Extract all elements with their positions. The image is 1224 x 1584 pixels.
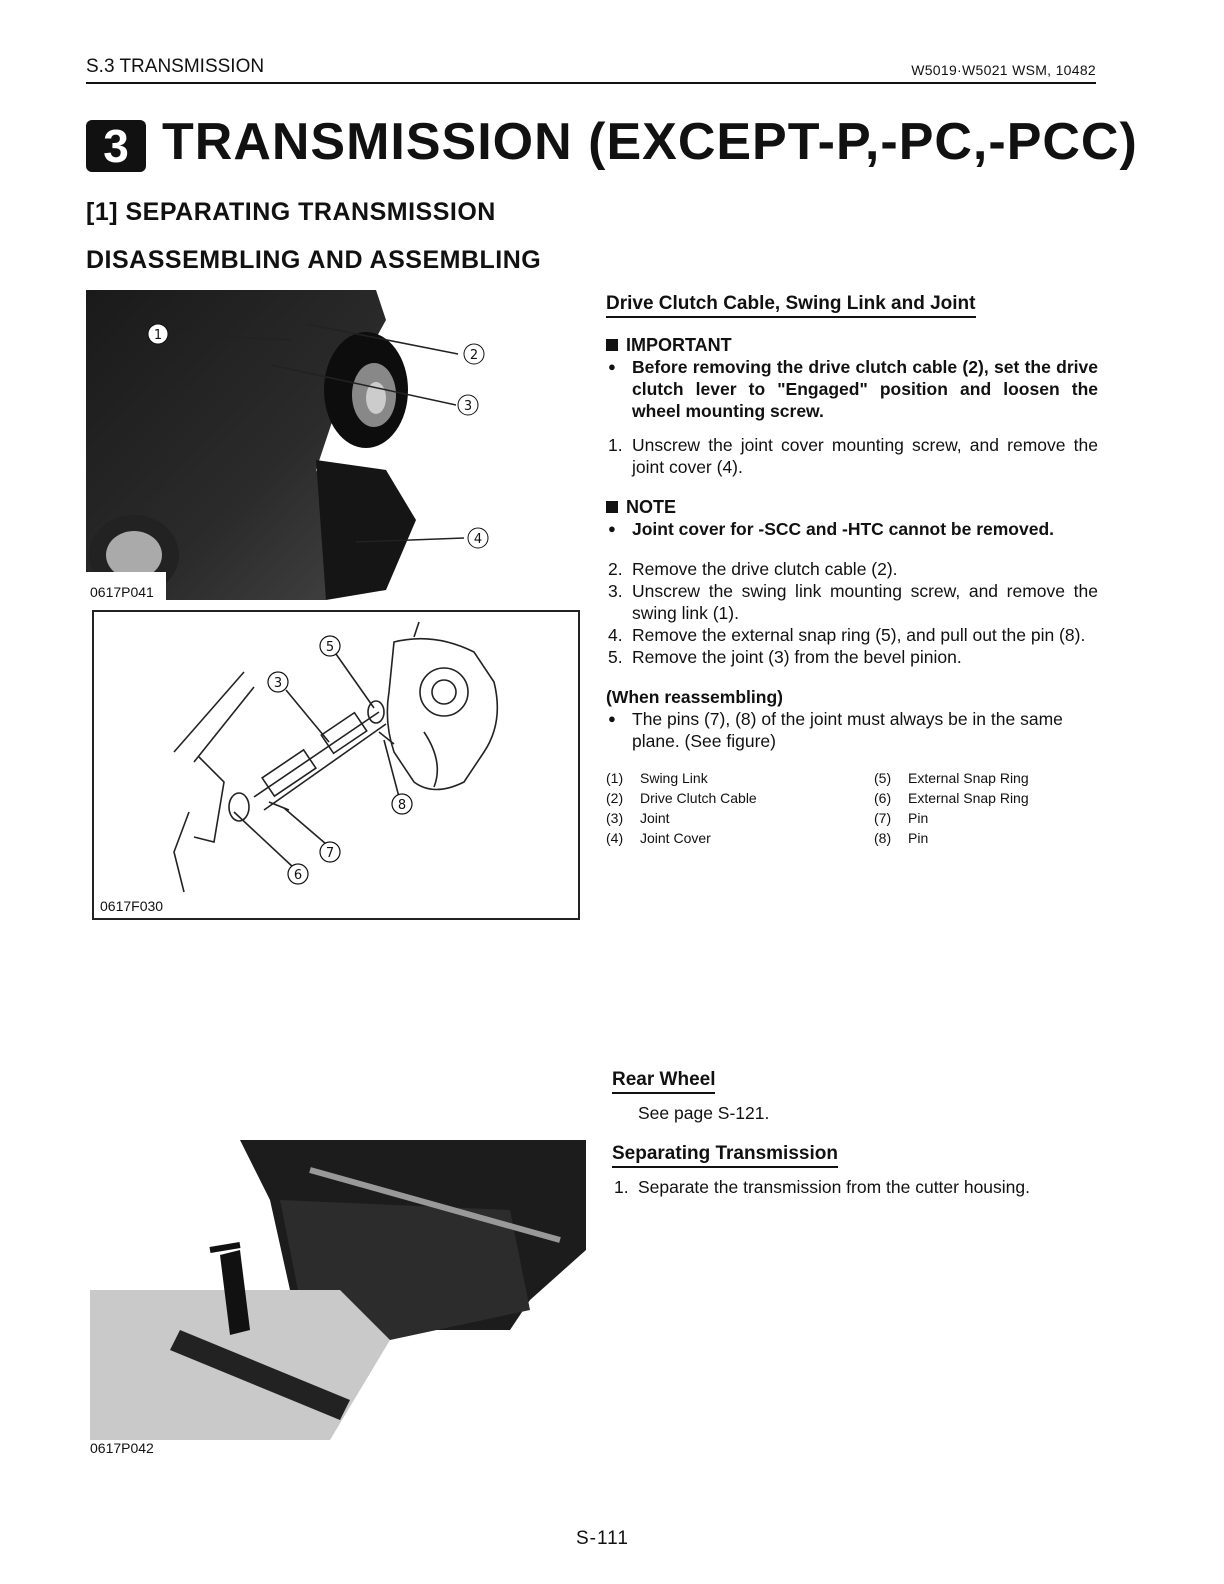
legend-row: (3) Joint (7) Pin xyxy=(606,810,929,826)
drive-clutch-section xyxy=(606,292,1098,848)
drawing-code: 0617F030 xyxy=(100,898,164,914)
header-model: W5019·W5021 WSM, 10482 xyxy=(911,62,1096,78)
steps-list xyxy=(606,558,1098,668)
important-square-icon xyxy=(606,339,618,351)
page-number: S-111 xyxy=(576,1528,629,1549)
svg-text:7: 7 xyxy=(325,846,335,861)
step-4: 4. Remove the external snap ring (5), and pull out the pin (8). xyxy=(608,625,1086,645)
svg-text:4: 4 xyxy=(473,532,483,547)
parts-legend xyxy=(606,768,1096,848)
step-2: 2. Remove the drive clutch cable (2). xyxy=(608,559,898,579)
svg-text:2: 2 xyxy=(469,348,479,363)
header-section: S.3 TRANSMISSION xyxy=(86,56,265,77)
svg-text:3: 3 xyxy=(273,676,283,691)
drive-clutch-title: Drive Clutch Cable, Swing Link and Joint xyxy=(606,293,976,318)
joint-assembly-line-art xyxy=(94,612,578,918)
reassembly-label: (When reassembling) xyxy=(606,687,783,707)
step-1: 1. Unscrew the joint cover mounting screw, and remove the joint cover (4). xyxy=(608,435,1098,477)
photo-separating-image xyxy=(90,1140,586,1440)
photo-separating-transmission xyxy=(90,1140,586,1470)
note-text: ● Joint cover for -SCC and -HTC cannot be removed. xyxy=(606,518,1098,540)
svg-text:8: 8 xyxy=(397,798,407,813)
note-label: NOTE xyxy=(606,496,1098,518)
photo-drive-clutch-image xyxy=(86,290,496,600)
subsection-title: DISASSEMBLING AND ASSEMBLING xyxy=(86,246,542,274)
chapter-number-badge: 3 xyxy=(86,120,146,172)
svg-text:3: 3 xyxy=(463,399,473,414)
rear-wheel-title: Rear Wheel xyxy=(612,1069,715,1094)
photo2-code: 0617P042 xyxy=(90,1440,154,1456)
section-title: [1] SEPARATING TRANSMISSION xyxy=(86,198,496,226)
legend-row: (1) Swing Link (5) External Snap Ring xyxy=(606,770,1029,786)
reassembly-text: ● The pins (7), (8) of the joint must always be in the same plane. (See figure) xyxy=(606,708,1098,752)
header-rule xyxy=(86,82,1096,84)
note-square-icon xyxy=(606,501,618,513)
rear-wheel-text: See page S-121. xyxy=(638,1103,770,1123)
step-3: 3. Unscrew the swing link mounting screw, and remove the swing link (1). xyxy=(608,581,1098,623)
rear-wheel-section xyxy=(612,1068,1104,1124)
chapter-title: TRANSMISSION (EXCEPT-P,-PC,-PCC) xyxy=(162,113,1138,171)
legend-row: (2) Drive Clutch Cable (6) External Snap Ring xyxy=(606,790,1029,806)
svg-text:1: 1 xyxy=(153,328,163,343)
step-5: 5. Remove the joint (3) from the bevel pinion. xyxy=(608,647,962,667)
separating-title: Separating Transmission xyxy=(612,1143,838,1168)
joint-assembly-drawing xyxy=(92,610,580,920)
separating-step-1: 1. Separate the transmission from the cutter housing. xyxy=(614,1177,1031,1197)
important-label: IMPORTANT xyxy=(606,334,1098,356)
photo-drive-clutch xyxy=(86,290,496,600)
svg-text:6: 6 xyxy=(293,868,303,883)
photo1-code: 0617P041 xyxy=(90,584,154,600)
legend-row: (4) Joint Cover (8) Pin xyxy=(606,830,929,846)
important-text: ● Before removing the drive clutch cable (2), set the drive clutch lever to "Engaged" position and loosen the wheel mounting screw. xyxy=(606,356,1098,422)
svg-text:5: 5 xyxy=(325,640,335,655)
separating-section xyxy=(612,1142,1104,1198)
